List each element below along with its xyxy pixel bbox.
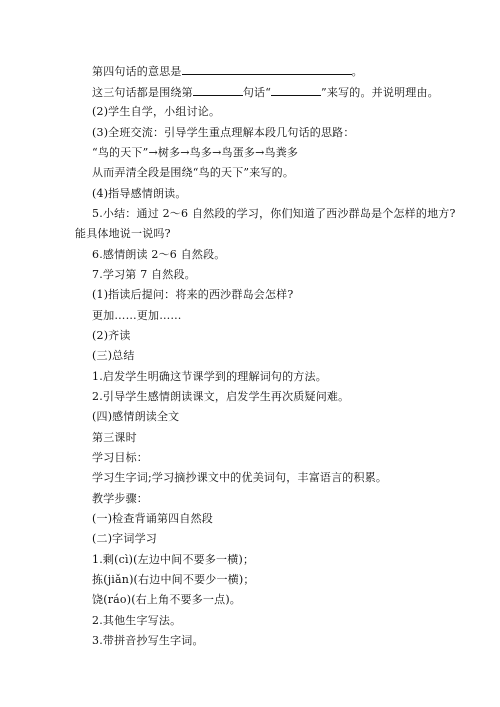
text-line: 7.学习第 7 自然段。	[92, 268, 196, 281]
text-line: 3.带拼音抄写生字词。	[92, 634, 204, 647]
fill-blank	[271, 85, 321, 96]
fill-blank	[193, 85, 243, 96]
text-line: (3)全班交流：引导学生重点理解本段几句话的思路：	[92, 126, 355, 139]
text-line: 能具体地说一说吗?	[75, 227, 171, 240]
line-text: 第四句话的意思是	[92, 65, 182, 78]
text-line: (二)字词学习	[92, 532, 157, 545]
text-line: (4)指导感情朗读。	[92, 187, 187, 200]
text-line: (2)齐读	[92, 329, 131, 342]
text-line: (一)检查背诵第四自然段	[92, 512, 213, 525]
text-line: 饶(ráo)(右上角不要多一点)。	[92, 593, 242, 606]
text-line: 2.引导学生感情朗读课文，启发学生再次质疑问难。	[92, 390, 350, 403]
text-line: (1)指读后提问：将来的西沙群岛会怎样?	[92, 288, 294, 301]
text-line	[92, 64, 363, 79]
text-line: (2)学生自学，小组讨论。	[92, 105, 221, 118]
text-line: 学习生字词;学习摘抄课文中的优美词句，丰富语言的积累。	[92, 471, 388, 484]
text-line: 5.小结：通过 2～6 自然段的学习，你们知道了西沙群岛是个怎样的地方?	[92, 207, 456, 220]
text-line: 1.启发学生明确这节课学到的理解词句的方法。	[92, 370, 327, 383]
text-line: 6.感情朗读 2～6 自然段。	[92, 248, 226, 261]
text-line: (四)感情朗读全文	[92, 410, 180, 423]
fill-blank	[182, 64, 352, 75]
text-line: “鸟的天下”→树多→鸟多→鸟蛋多→鸟粪多	[92, 146, 299, 159]
line-text: 。	[351, 65, 363, 78]
text-line: 2.其他生字写法。	[92, 614, 182, 627]
text-line: 第三课时	[92, 431, 137, 444]
text-line: 更加……更加……	[92, 309, 182, 322]
text-line: 教学步骤：	[92, 492, 148, 505]
text-line: 拣(jiǎn)(右边中间不要少一横)；	[92, 573, 255, 586]
text-line: 从而弄清全段是围绕“鸟的天下”来写的。	[92, 166, 295, 179]
text-line: 1.剩(cì)(左边中间不要多一横)；	[92, 553, 255, 566]
text-line: 学习目标：	[92, 451, 148, 464]
text-line: (三)总结	[92, 349, 135, 362]
line-text: 这三句话都是围绕第	[92, 86, 193, 99]
text-line	[92, 85, 439, 100]
line-text: 句话“	[242, 86, 272, 99]
line-text: ”来写的。并说明理由。	[321, 86, 439, 99]
